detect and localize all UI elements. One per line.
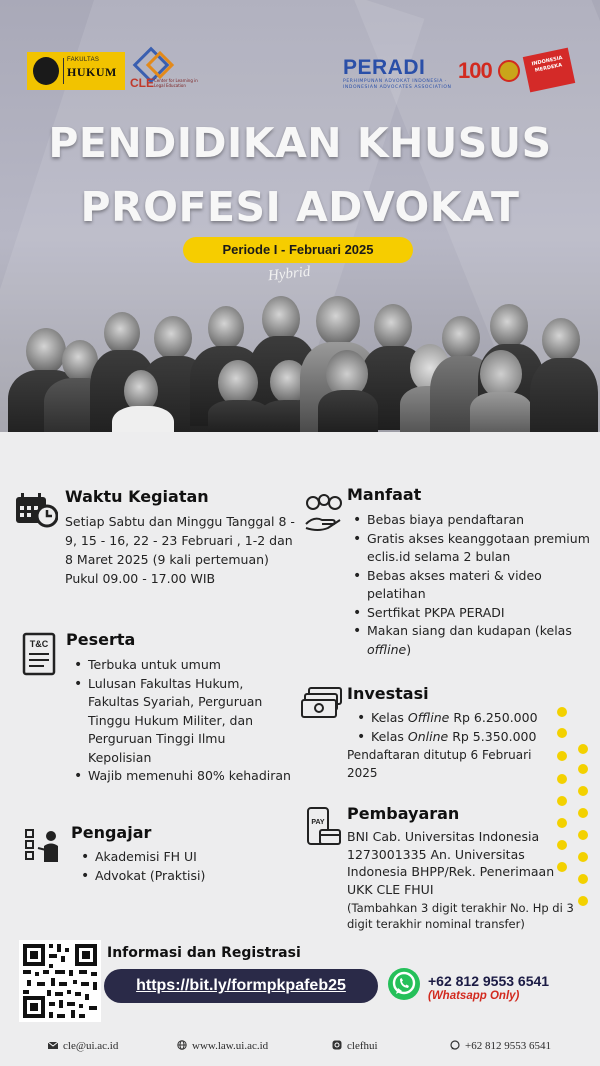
pengajar-section [71,823,291,885]
list-item: • Akademisi FH UI [81,848,291,867]
footer-instagram-text[interactable]: clefhui [347,1040,378,1052]
pembayaran-note: (Tambahkan 3 digit terakhir No. Hp di 3 digit terakhir nominal transfer) [347,901,574,931]
anniversary-number: 100 [458,58,492,83]
waktu-kegiatan-section [65,487,295,588]
cle-logo [128,52,200,92]
registration-qr-code[interactable] [19,940,101,1022]
registration-link[interactable]: https://bit.ly/formpkpafeb25 [136,977,346,994]
mail-icon [48,1041,58,1050]
manfaat-item-text: Makan siang dan kudapan (kelas [367,623,572,638]
anniversary-badge-icon [498,60,520,82]
hero-banner [0,0,600,432]
footer-email[interactable] [48,1040,118,1052]
list-item: • Bebas biaya pendaftaran [353,511,592,530]
terms-conditions-icon [22,632,56,676]
pembayaran-section [347,804,579,932]
periode-badge: Periode I - Februari 2025 [183,237,413,263]
investasi-title: Investasi [347,684,429,703]
speakers-photo-group [0,290,600,432]
pembayaran-account: BNI Cab. Universitas Indonesia 1273001335 An. Universitas Indonesia BHPP/Rek. Penerimaan UKK CLE FHUI [347,829,555,897]
logo-faculty-small: FAKULTAS [67,57,100,63]
money-stack-icon [301,686,345,720]
investasi-section [347,684,562,782]
offline-label: Offline [407,710,450,725]
globe-icon [177,1040,187,1049]
pengajar-title: Pengajar [71,823,152,842]
peserta-section [66,630,291,786]
waktu-title: Waktu Kegiatan [65,487,209,506]
online-label: Online [407,728,449,744]
footer-phone[interactable] [450,1040,551,1052]
list-item: • Lulusan Fakultas Hukum, Fakultas Syariah, Perguruan Tinggu Hukum Militer, dan Perguruan Tinggi Ilmu Kepolisian [74,675,291,768]
footer-website-text[interactable]: www.law.ui.ac.id [192,1040,269,1052]
manfaat-section [347,485,592,659]
peradi-logo [343,57,453,91]
anniversary-100-logo [458,58,518,86]
peradi-logo-subtitle: PERHIMPUNAN ADVOKAT INDONESIA · INDONESIAN ADVOCATES ASSOCIATION [343,79,452,90]
waktu-time-text: Pukul 09.00 - 17.00 WIB [65,571,216,586]
hand-coins-icon [304,494,344,532]
footer-contacts [0,1036,600,1060]
manfaat-title: Manfaat [347,485,422,504]
svg-text:PAY: PAY [311,819,325,826]
price-online [357,728,562,747]
svg-text:T&C: T&C [29,639,49,649]
list-item: • Advokat (Praktisi) [81,867,291,886]
manfaat-item-text: ) [406,641,412,657]
list-item: • Wajib memenuhi 80% kehadiran [74,767,291,786]
calendar-clock-icon [14,492,58,528]
registration-link-button[interactable] [104,969,378,1003]
peserta-title: Peserta [66,630,136,649]
teacher-board-icon [24,828,64,864]
online-price: Rp 5.350.000 [452,728,537,744]
footer-instagram[interactable] [332,1040,378,1052]
whatsapp-icon[interactable] [388,968,420,1000]
faculty-law-logo [27,52,125,90]
logo-faculty-name: HUKUM [67,65,117,79]
cle-logo-subtitle: Center for Learning in Legal Education [154,78,198,88]
list-item: • Bebas akses materi & video pelatihan [353,567,592,604]
page-title-line-2: PROFESI ADVOKAT [80,183,520,231]
peradi-logo-text: PERADI [343,56,426,79]
cle-logo-text: CLE [130,76,154,90]
whatsapp-number[interactable]: +62 812 9553 6541 [428,973,550,989]
offline-price: Rp 6.250.000 [453,710,538,725]
whatsapp-note: (Whatsapp Only) [428,990,520,1002]
footer-email-text[interactable]: cle@ui.ac.id [63,1040,119,1052]
footer-phone-text[interactable]: +62 812 9553 6541 [465,1040,551,1052]
hybrid-label: Hybrid [267,263,312,285]
investasi-deadline: Pendaftaran ditutup 6 Februari 2025 [347,748,532,780]
kelas-label: Kelas [371,728,404,744]
pengajar-list [81,848,291,885]
logo-divider [63,58,64,84]
university-seal-icon [33,57,59,85]
manfaat-item-emphasis: offline [367,641,407,657]
investasi-list [357,709,562,746]
merdeka-logo-text: INDONESIA MERDEKA [531,55,564,74]
price-offline [357,709,562,728]
footer-website[interactable] [177,1040,268,1052]
list-item: • Gratis akses keanggotaan premium eclis.id selama 2 bulan [353,530,592,567]
pembayaran-title: Pembayaran [347,804,460,823]
instagram-icon [332,1040,342,1049]
peserta-list [74,656,291,786]
manfaat-list [353,511,592,659]
list-item: • Terbuka untuk umum [74,656,291,675]
list-item: • Sertfikat PKPA PERADI [353,604,592,623]
waktu-schedule-text: Setiap Sabtu dan Minggu Tanggal 8 - 9, 15 - 16, 22 - 23 Februari , 1-2 dan 8 Maret 2025 (9 kali pertemuan) [65,514,295,567]
page-title-line-1: PENDIDIKAN KHUSUS [48,119,552,167]
pay-card-icon [306,806,342,848]
list-item [353,622,592,659]
registration-title: Informasi dan Registrasi [107,945,301,961]
whatsapp-small-icon [450,1040,460,1049]
kelas-label: Kelas [371,710,404,725]
